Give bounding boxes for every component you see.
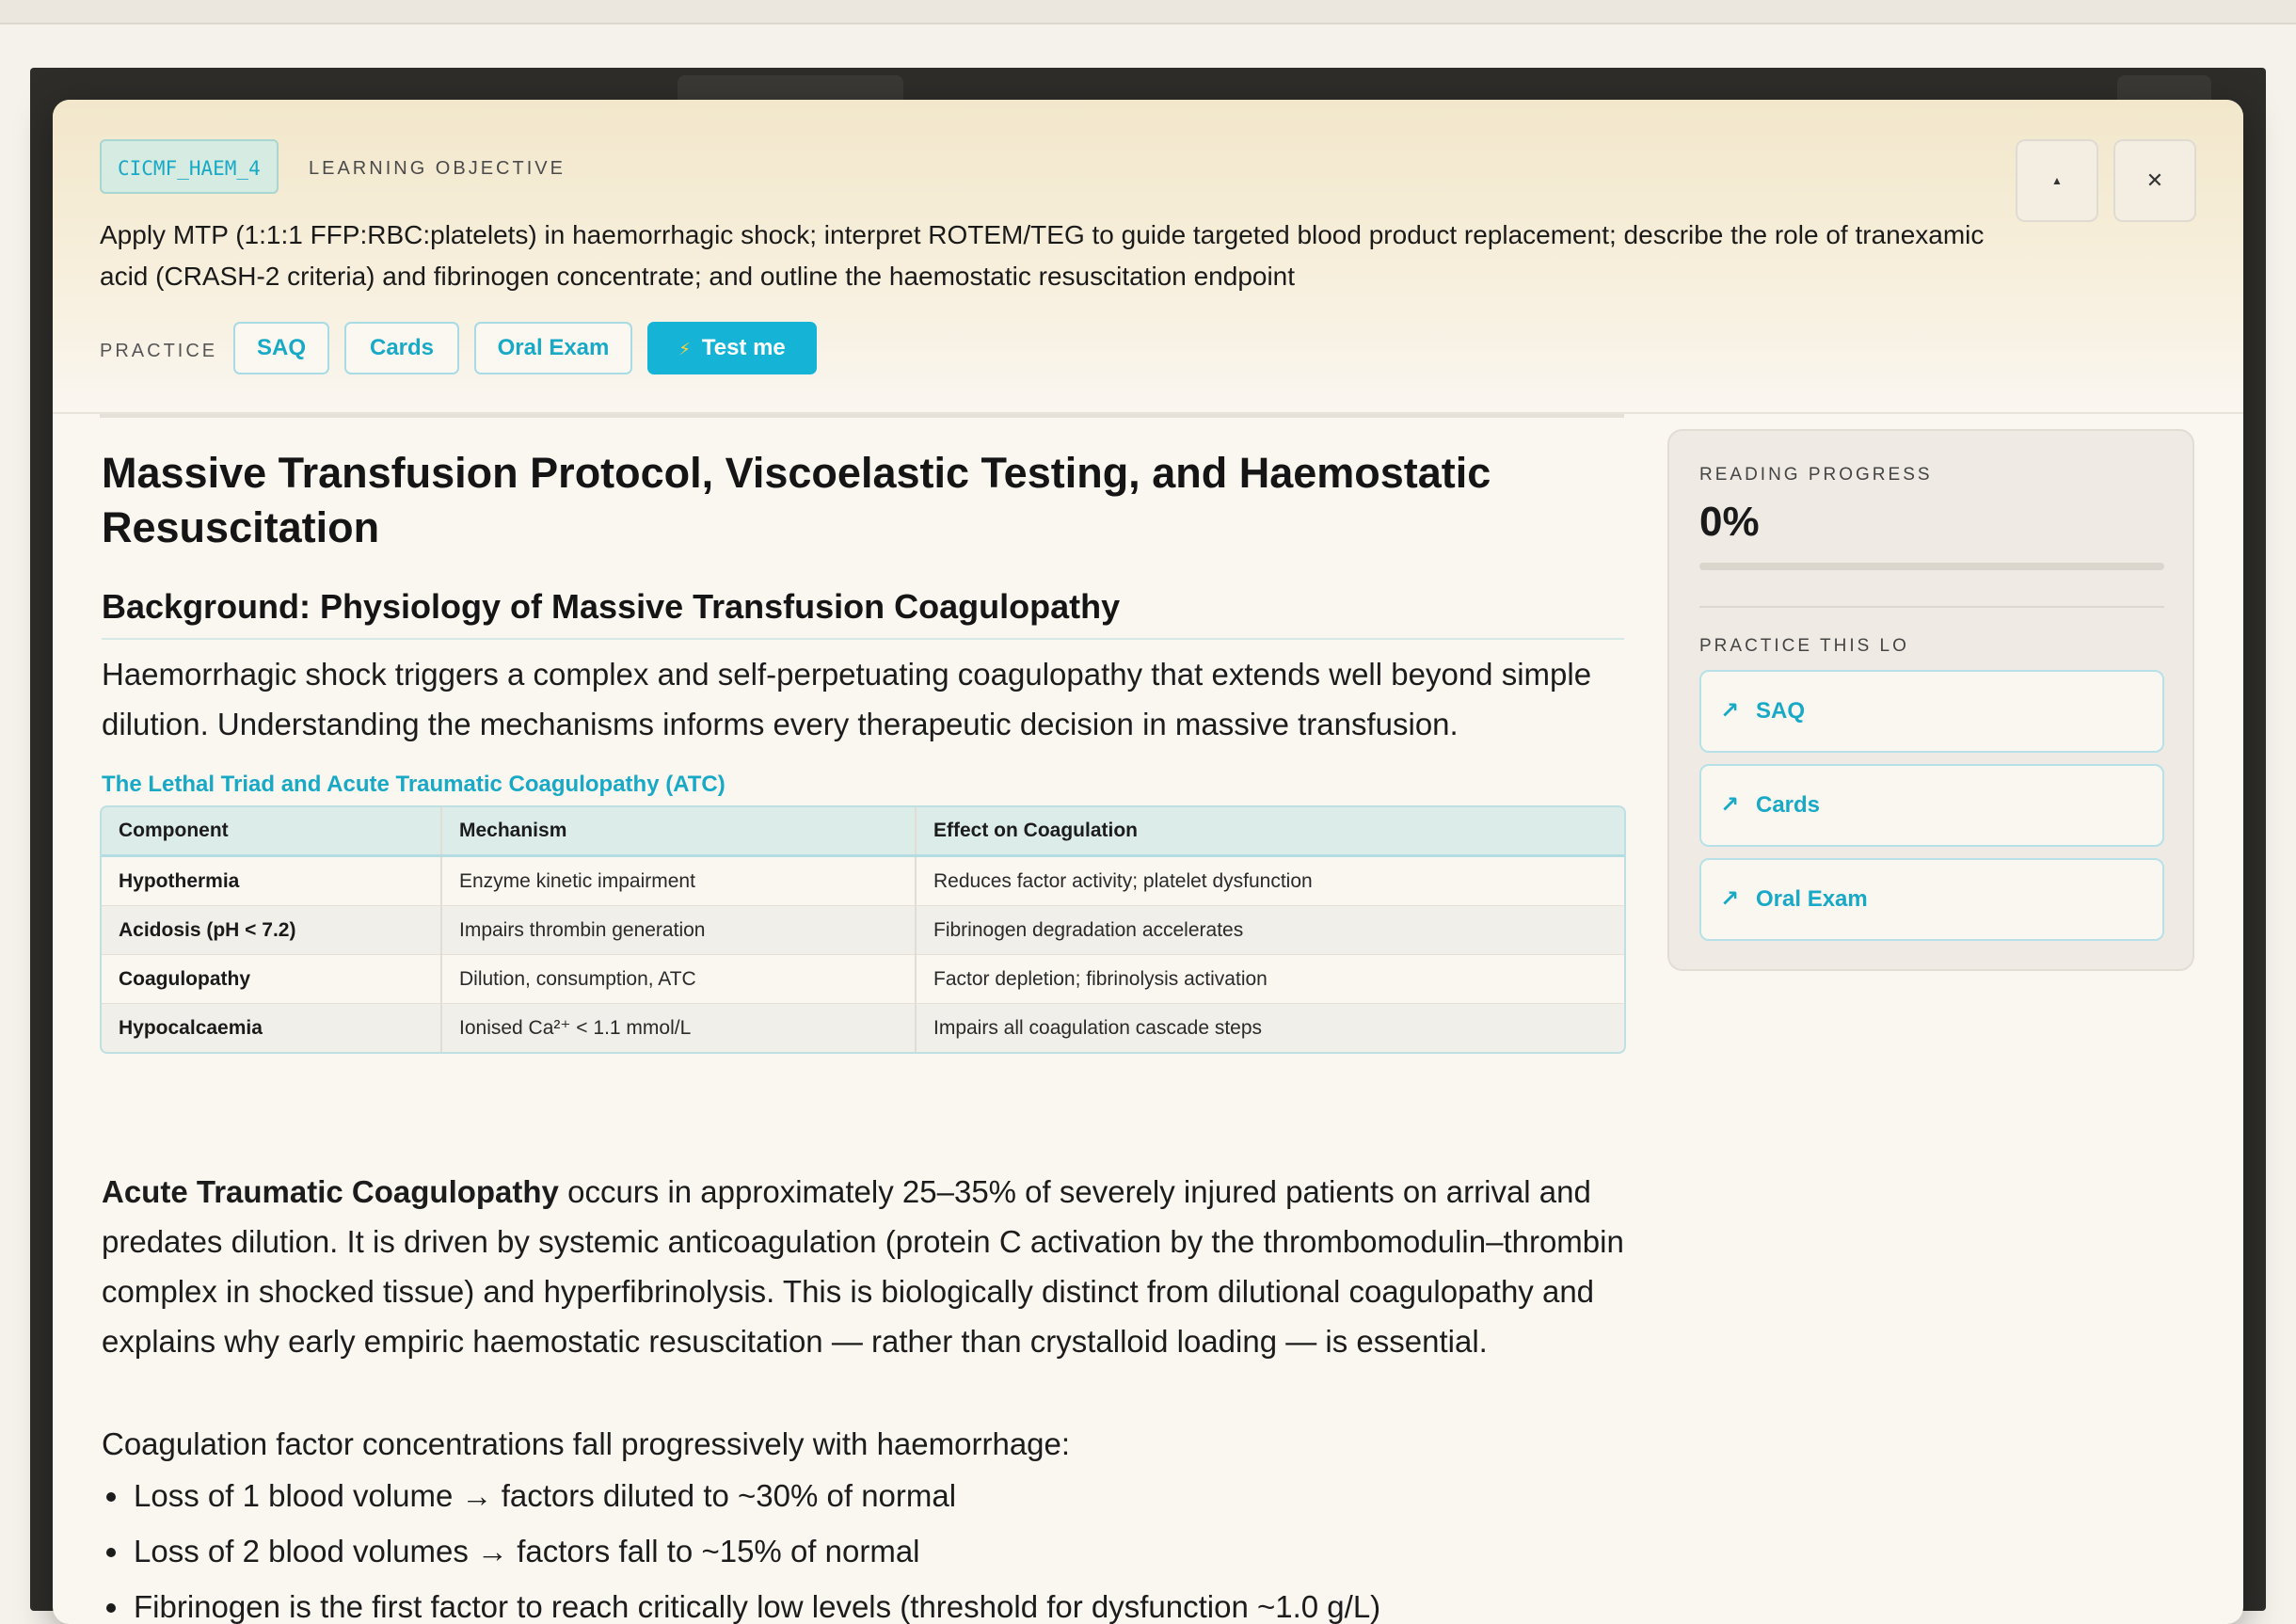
table-cell: Coagulopathy — [102, 955, 441, 1004]
list-item: • Fibrinogen is the first factor to reach critically low levels (threshold for dysfunction ~1.0 g/L) — [132, 1579, 1628, 1624]
lightning-icon: ⚡ — [678, 340, 691, 358]
sidebar-saq-link[interactable] — [1699, 670, 2164, 753]
reading-sidebar — [1667, 429, 2194, 971]
practice-this-lo-label: PRACTICE THIS LO — [1699, 636, 1909, 656]
table-row — [102, 906, 1624, 955]
sidebar-divider — [1699, 606, 2164, 608]
external-arrow-icon: ↗ — [1720, 792, 1740, 818]
list-item: • Loss of 2 blood volumes → factors fall to ~15% of normal — [132, 1523, 1628, 1579]
close-button[interactable] — [2113, 139, 2196, 222]
sidebar-link-label: Oral Exam — [1756, 886, 1868, 912]
browser-top-bar — [0, 0, 2296, 24]
collapse-button[interactable] — [2016, 139, 2098, 222]
reading-progress-bar — [1699, 563, 2164, 570]
lo-code-badge: CICMF_HAEM_4 — [100, 139, 279, 194]
table-cell: Hypocalcaemia — [102, 1004, 441, 1053]
table-row — [102, 856, 1624, 906]
lo-text: Apply MTP (1:1:1 FFP:RBC:platelets) in haemorrhagic shock; interpret ROTEM/TEG to guide targeted blood product replacement; describe the role of tranexamic acid (CRASH-2 criteria) and fibrinogen concentrate; and outline the haemostatic resuscitation endpoint — [100, 220, 1985, 291]
section-divider — [102, 638, 1624, 640]
table-cell: Acidosis (pH < 7.2) — [102, 906, 441, 955]
lo-modal — [53, 100, 2243, 1624]
factor-intro: Coagulation factor concentrations fall progressively with haemorrhage: — [102, 1426, 1071, 1461]
atc-description: occurs in approximately 25–35% of severely injured patients on arrival and predates dilution. It is driven by systemic anticoagulation (protein C activation by the thrombomodulin–thrombin complex in shocked tissue) and hyperfibrinolysis. This is biologically distinct from dilutional coagulopathy and explains why early empiric haemostatic resuscitation — rather than crystalloid loading — is essential. — [102, 1174, 1624, 1359]
intro-paragraph: Haemorrhagic shock triggers a complex and self-perpetuating coagulopathy that extends well beyond simple dilution. Understanding the mechanisms informs every therapeutic decision in massive transfusion. — [102, 657, 1592, 741]
table-header-row — [102, 807, 1624, 856]
reading-progress-label: READING PROGRESS — [1699, 465, 1933, 485]
section-heading: Background: Physiology of Massive Transfusion Coagulopathy — [102, 587, 1121, 626]
table-header-cell: Mechanism — [441, 807, 916, 856]
sidebar-cards-link[interactable] — [1699, 764, 2164, 847]
external-arrow-icon: ↗ — [1720, 886, 1740, 912]
list-item: • Loss of 1 blood volume → factors diluted to ~30% of normal — [132, 1468, 1628, 1523]
modal-header — [53, 100, 2243, 414]
factor-list — [102, 1468, 1628, 1624]
practice-oral-exam-button[interactable]: Oral Exam — [474, 322, 632, 374]
atc-paragraph — [102, 1167, 1624, 1366]
test-me-button[interactable] — [647, 322, 817, 374]
table-header-cell: Component — [102, 807, 441, 856]
table-cell: Impairs all coagulation cascade steps — [916, 1004, 1624, 1053]
practice-label: PRACTICE — [100, 341, 218, 361]
article-title: Massive Transfusion Protocol, Viscoelastic Testing, and Haemostatic Resuscitation — [102, 449, 1491, 551]
sidebar-link-label: SAQ — [1756, 698, 1806, 724]
atc-term: Acute Traumatic Coagulopathy — [102, 1174, 559, 1209]
table-cell: Factor depletion; fibrinolysis activation — [916, 955, 1624, 1004]
table-header-cell: Effect on Coagulation — [916, 807, 1624, 856]
external-arrow-icon: ↗ — [1720, 698, 1740, 724]
table-caption: The Lethal Triad and Acute Traumatic Coagulopathy (ATC) — [102, 772, 725, 797]
practice-cards-button[interactable]: Cards — [344, 322, 459, 374]
table-cell: Impairs thrombin generation — [441, 906, 916, 955]
test-me-label: Test me — [701, 335, 786, 360]
table-row — [102, 1004, 1624, 1053]
lethal-triad-table — [102, 807, 1624, 1052]
table-cell: Hypothermia — [102, 856, 441, 906]
table-row — [102, 955, 1624, 1004]
sidebar-link-label: Cards — [1756, 792, 1821, 818]
table-cell: Ionised Ca²⁺ < 1.1 mmol/L — [441, 1004, 916, 1053]
chevron-up-icon: ▲ — [2051, 174, 2063, 187]
content-divider — [100, 414, 1624, 418]
close-icon: ✕ — [2145, 168, 2164, 192]
table-cell: Reduces factor activity; platelet dysfunction — [916, 856, 1624, 906]
table-cell: Dilution, consumption, ATC — [441, 955, 916, 1004]
lo-label: LEARNING OBJECTIVE — [309, 158, 566, 179]
table-cell: Enzyme kinetic impairment — [441, 856, 916, 906]
practice-saq-button[interactable]: SAQ — [233, 322, 329, 374]
reading-progress-value: 0% — [1699, 499, 1760, 545]
table-cell: Fibrinogen degradation accelerates — [916, 906, 1624, 955]
sidebar-oral-exam-link[interactable] — [1699, 858, 2164, 941]
